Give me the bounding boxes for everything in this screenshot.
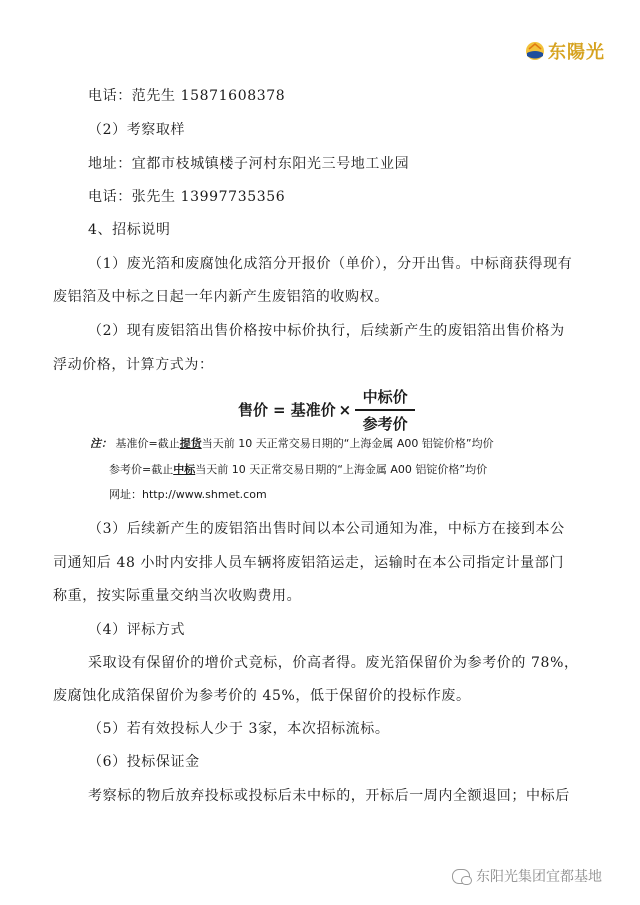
section-deposit: （6）投标保证金 xyxy=(88,754,200,770)
paragraph-5: （5）若有效投标人少于 3家，本次招标流标。 xyxy=(88,721,390,737)
formula-equals: = xyxy=(273,400,286,419)
formula-base: 基准价 xyxy=(290,401,336,420)
note-base-prefix: 基准价=截止 xyxy=(115,437,180,450)
section-inspection-sampling: （2）考察取样 xyxy=(88,122,186,138)
note-base-suffix: 当天前 10 天正常交易日期的“上海金属 A00 铝锭价格”均价 xyxy=(201,437,494,450)
paragraph-3-line-3: 称重，按实际重量交纳当次收购费用。 xyxy=(53,588,302,604)
note-reference-price xyxy=(109,462,487,478)
section-evaluation: （4）评标方式 xyxy=(88,622,186,638)
watermark-text: 东阳光集团宜都基地 xyxy=(476,869,602,885)
logo-emblem-icon xyxy=(525,41,545,61)
note-ref-emphasis: 中标 xyxy=(173,463,196,476)
note-website: 网址：http://www.shmet.com xyxy=(109,488,267,501)
formula-denominator: 参考价 xyxy=(362,414,408,433)
wechat-watermark xyxy=(452,866,602,886)
note-label: 注： xyxy=(90,437,112,450)
paragraph-6-line-1: 考察标的物后放弃投标或投标后未中标的，开标后一周内全额退回；中标后 xyxy=(88,788,570,804)
note-ref-prefix: 参考价=截止 xyxy=(109,463,174,476)
formula-lhs: 售价 xyxy=(238,401,269,420)
paragraph-4-line-2: 废腐蚀化成箔保留价为参考价的 45%，低于保留价的投标作废。 xyxy=(53,688,471,704)
logo-text: 东陽光 xyxy=(548,42,605,63)
address-line: 地址：宜都市枝城镇楼子河村东阳光三号地工业园 xyxy=(88,156,410,172)
note-base-price xyxy=(90,436,494,452)
note-ref-suffix: 当天前 10 天正常交易日期的“上海金属 A00 铝锭价格”均价 xyxy=(195,463,488,476)
wechat-icon xyxy=(452,869,470,884)
paragraph-2-line-2: 浮动价格，计算方式为： xyxy=(53,357,214,373)
section-bidding-notes: 4、招标说明 xyxy=(88,222,171,238)
formula-fraction xyxy=(355,386,415,434)
formula-numerator: 中标价 xyxy=(362,388,408,406)
paragraph-4-line-1: 采取设有保留价的增价式竞标，价高者得。废光箔保留价为参考价的 78%， xyxy=(88,655,579,671)
paragraph-1-line-2: 废铝箔及中标之日起一年内新产生废铝箔的收购权。 xyxy=(53,289,389,305)
contact-phone-zhang: 电话：张先生 13997735356 xyxy=(88,189,286,205)
contact-phone-fan: 电话：范先生 15871608378 xyxy=(88,88,286,104)
formula-times: × xyxy=(338,400,352,419)
paragraph-1-line-1: （1）废光箔和废腐蚀化成箔分开报价（单价），分开出售。中标商获得现有 xyxy=(88,256,573,272)
price-formula xyxy=(238,386,415,434)
paragraph-3-line-2: 司通知后 48 小时内安排人员车辆将废铝箔运走，运输时在本公司指定计量部门 xyxy=(53,555,564,571)
paragraph-2-line-1: （2）现有废铝箔出售价格按中标价执行，后续新产生的废铝箔出售价格为 xyxy=(88,323,565,339)
company-logo xyxy=(525,38,605,64)
note-base-emphasis: 提货 xyxy=(179,437,202,450)
paragraph-3-line-1: （3）后续新产生的废铝箔出售时间以本公司通知为准，中标方在接到本公 xyxy=(88,521,565,537)
fraction-bar xyxy=(355,409,415,411)
